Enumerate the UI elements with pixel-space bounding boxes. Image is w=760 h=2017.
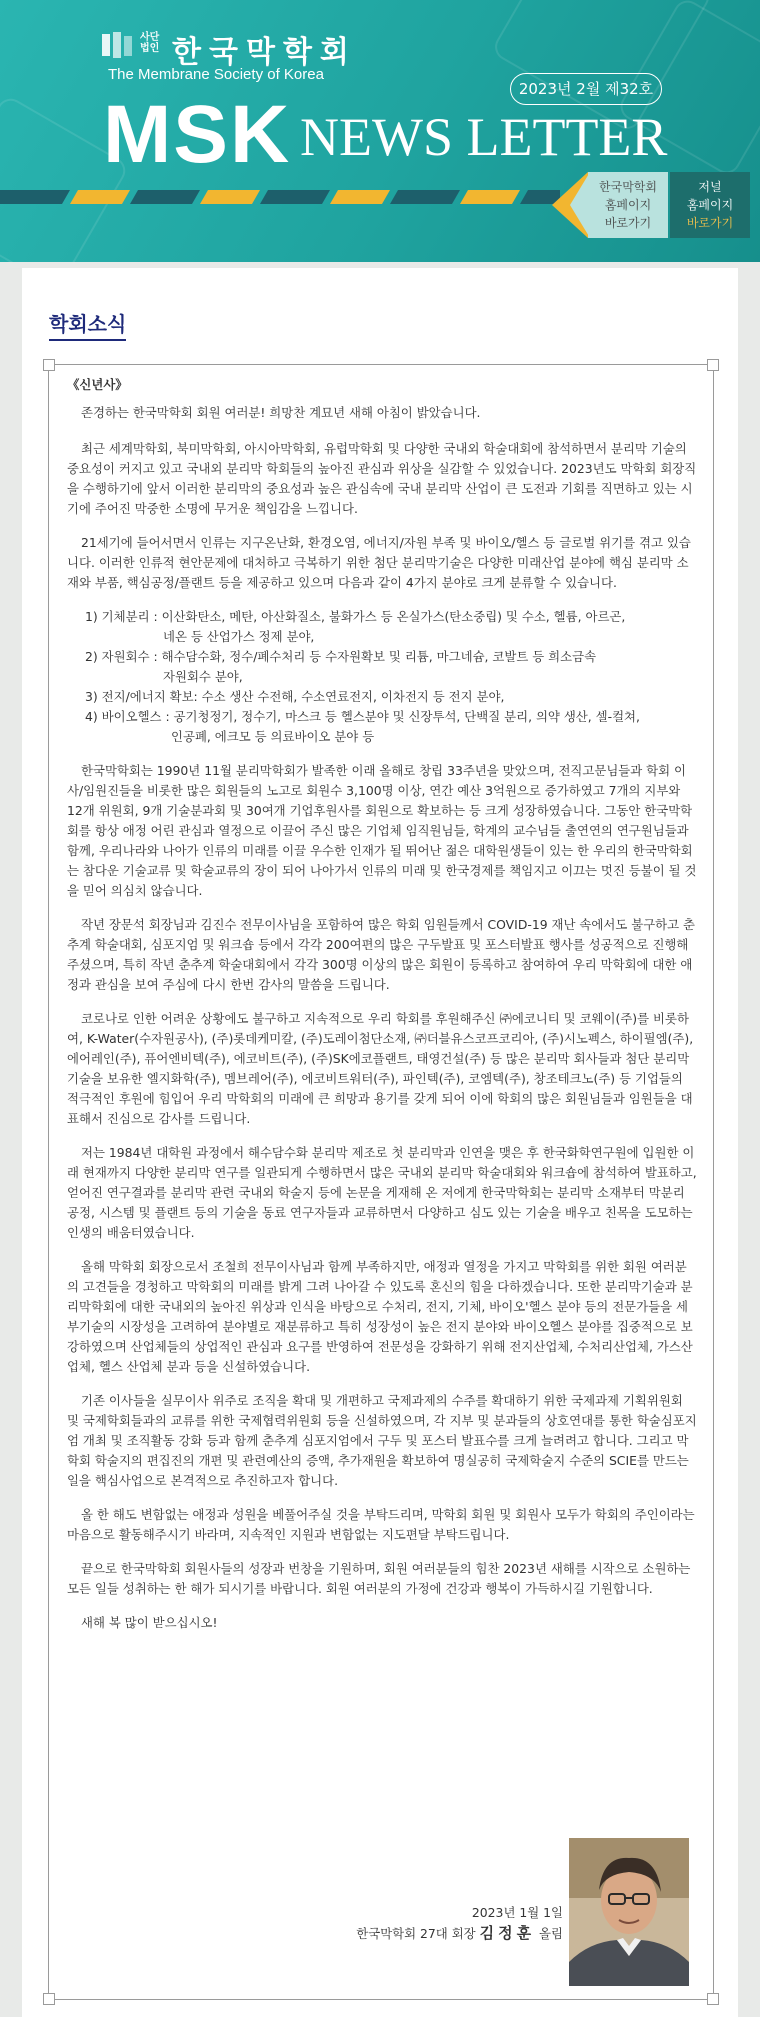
decorative-stripes [0, 190, 560, 204]
closing-line: 새해 복 많이 받으십시오! [81, 1615, 218, 1630]
frame-corner [707, 359, 719, 371]
signer-title: 한국막학회 27대 회장 [356, 1926, 476, 1941]
paragraph: 올 한 해도 변함없는 애정과 성원을 베풀어주실 것을 부탁드리며, 막학회 회원 및 회원사 모두가 학회의 주인이라는 마음으로 활동해주시기 바라며, 지속적인 지원과 변함없는 지도편달 부탁드립니다. [67, 1507, 695, 1542]
paragraph: 저는 1984년 대학원 과정에서 해수담수화 분리막 제조로 첫 분리막과 인연을 맺은 후 한국화학연구원에 입원한 이래 현재까지 다양한 분리막 연구를 일관되게 수행하면서 많은 국내외 분리막 학술대회와 워크숍에 참석하여 발표하고, 얻어진 연구결과를 분리막 관련 국내외 학술지 등에 논문을 게재해 온 저에게 한국막학회는 분리막 소재부터 막분리 공정, 시스템 및 플랜트 등의 기술을 동료 연구자들과 교류하면서 다양하고 심도 있는 기술을 배우고 친목을 도모하는 인생의 배움터였습니다. [67, 1145, 697, 1240]
list-item-continuation: 인공폐, 에크모 등 의료바이오 분야 등 [171, 729, 375, 744]
letter-heading: 《신년사》 [67, 377, 128, 392]
org-prefix: 사단 법인 [140, 32, 160, 54]
content-card [22, 268, 738, 2017]
signer-suffix: 올림 [539, 1926, 563, 1941]
frame-corner [707, 1993, 719, 2005]
society-homepage-link[interactable]: 한국막학회 홈페이지 바로가기 [588, 172, 668, 238]
newsletter-logo-sub: NEWS LETTER [300, 107, 668, 167]
greeting: 존경하는 한국막학회 회원 여러분! 희망찬 계묘년 새해 아침이 밝았습니다. [81, 405, 481, 420]
newsletter-header [0, 0, 760, 262]
letter-body [67, 375, 697, 1647]
field-list [85, 607, 697, 747]
letter-date: 2023년 1월 1일 [471, 1905, 563, 1920]
org-name-english: The Membrane Society of Korea [108, 66, 324, 83]
paragraph: 최근 세계막학회, 북미막학회, 아시아막학회, 유럽막학회 및 다양한 국내외 학술대회에 참석하면서 분리막 기술의 중요성이 커지고 있고 국내외 분리막 학회들의 높아진 관심과 위상을 실감할 수 있었습니다. 2023년도 막학회 회장직을 수행하기에 앞서 이러한 분리막의 중요성과 높은 관심속에 국내 분리막 산업이 큰 도전과 기회를 직면하고 있는 시기에 주어진 막중한 소명에 무거운 책임감을 느낍니다. [67, 441, 697, 516]
paragraph: 코로나로 인한 어려운 상황에도 불구하고 지속적으로 우리 학회를 후원해주신 ㈜에코니티 및 코웨이(주)를 비롯하여, K-Water(수자원공사), (주)롯데케미칼, (주)도레이첨단소재, ㈜더블유스코프코리아, (주)시노펙스, 하이필엠(주), 에어레인(주), 퓨어엔비텍(주), 에코비트(주), (주)SK에코플랜트, 태영건설(주) 등 많은 분리막 회사들과 첨단 분리막 기술을 보유한 엘지화학(주), 멤브레어(주), 에코비트워터(주), 파인텍(주), 코엠텍(주), 창조테크노(주) 등 기업들의 적극적인 후원에 힘입어 우리 막학회의 미래에 큰 희망과 용기를 갖게 되어 이에 학회의 많은 회원님들과 임원들을 대표해서 진심으로 감사를 드립니다. [67, 1011, 694, 1126]
nav-arrow-decoration [570, 172, 590, 238]
society-logo-icon [100, 30, 134, 64]
newsletter-logo-main: MSK [103, 89, 292, 180]
issue-badge: 2023년 2월 제32호 [510, 73, 662, 105]
paragraph: 기존 이사들을 실무이사 위주로 조직을 확대 및 개편하고 국제과제의 수주를 확대하기 위한 국제과제 기획위원회 및 국제학회들과의 교류를 위한 국제협력위원회 등을 신설하였으며, 각 지부 및 분과들의 상호연대를 통한 학술심포지엄 개최 및 조직활동 강화 등과 함께 춘추계 심포지엄에서 구두 및 포스터 발표수를 크게 늘려려고 합니다. 그리고 막학회 학술지의 편집진의 개편 및 관련예산의 증액, 추가재원을 확보하여 명실공히 국제학술지 수준의 SCIE를 만드는 일을 핵심사업으로 본격적으로 추진하고자 합니다. [67, 1393, 697, 1488]
paragraph: 21세기에 들어서면서 인류는 지구온난화, 환경오염, 에너지/자원 부족 및 바이오/헬스 등 글로벌 위기를 겪고 있습니다. 이러한 인류적 현안문제에 대처하고 극복하기 위한 첨단 분리막기술은 다양한 미래산업 분야에 핵심 분리막 소재와 부품, 핵심공정/플랜트 등을 제공하고 있으며 다음과 같이 4가지 분야로 크게 분류할 수 있습니다. [67, 535, 691, 590]
president-portrait [569, 1838, 689, 1986]
list-item: 2) 자원회수 : 해수담수화, 정수/폐수처리 등 수자원확보 및 리튬, 마그네슘, 코발트 등 희소금속 [85, 649, 597, 664]
frame-corner [43, 1993, 55, 2005]
journal-homepage-link[interactable]: 저널 홈페이지 바로가기 [670, 172, 750, 238]
paragraph: 한국막학회는 1990년 11월 분리막학회가 발족한 이래 올해로 창립 33주년을 맞았으며, 전직고문님들과 학회 이사/임원진들을 비롯한 많은 회원들의 노고로 회원수 3,100명 이상, 연간 예산 3억원으로 증가하였고 7개의 지부와 12개 위원회, 9개 기술분과회 및 30여개 기업후원사를 회원으로 확보하는 등 크게 성장하였습니다. 그동안 한국막학회를 항상 애정 어린 관심과 열정으로 이끌어 주신 많은 기업체 임직원님들, 학계의 교수님들 출연연의 연구원님들과 함께, 우리나라와 나아가 인류의 미래를 이끌 우수한 인재가 될 뛰어난 젊은 대학원생들이 있는 한 우리의 한국막학회는 참다운 기술교류 및 학술교류의 장이 되어 나아가서 인류의 미래 및 한국경제를 책임지고 이끄는 멋진 등불이 될 것을 믿어 의심치 않습니다. [67, 763, 697, 898]
paragraph: 끝으로 한국막학회 회원사들의 성장과 번창을 기원하며, 회원 여러분들의 힘찬 2023년 새해를 시작으로 소원하는 모든 일들 성취하는 한 해가 되시기를 바랍니다. 회원 여러분의 가정에 건강과 행복이 가득하시길 기원합니다. [67, 1561, 691, 1596]
signature-block [356, 1903, 563, 1944]
org-name: 한국막학회 [172, 35, 357, 70]
list-item: 4) 바이오헬스 : 공기청정기, 정수기, 마스크 등 헬스분야 및 신장투석, 단백질 분리, 의약 생산, 셀-컬쳐, [85, 709, 640, 724]
signer-line [356, 1923, 563, 1944]
paragraph: 작년 장문석 회장님과 김진수 전무이사님을 포함하여 많은 학회 임원들께서 COVID-19 재난 속에서도 불구하고 춘추계 학술대회, 심포지엄 및 워크숍 등에서 각각 200여편의 많은 구두발표 및 포스터발표 행사를 성공적으로 진행해 주셨으며, 특히 작년 춘추계 학술대회에서 각각 300명 이상의 많은 회원이 등록하고 참여하여 우리 막학회에 대한 애정과 관심을 보여 주심에 다시 한번 감사의 말씀을 드립니다. [67, 917, 696, 992]
list-item-continuation: 자원회수 분야, [163, 669, 243, 684]
list-item-continuation: 네온 등 산업가스 정제 분야, [163, 629, 315, 644]
frame-corner [43, 359, 55, 371]
paragraph: 올해 막학회 회장으로서 조철희 전무이사님과 함께 부족하지만, 애정과 열정을 가지고 막학회를 위한 회원 여러분의 고견들을 경청하고 막학회의 미래를 밝게 그려 나아갈 수 있도록 혼신의 힘을 다하겠습니다. 또한 분리막기술과 분리막학회에 대한 국내외의 높아진 위상과 인식을 바탕으로 수처리, 전지, 기체, 바이오'헬스 분야 등의 전문가들을 세부기술의 시장성을 고려하여 분야별로 재분류하고 특히 성장성이 높은 전지 분야와 바이오헬스 분야를 집중적으로 보강하였으며 산업체들의 상업적인 관심과 요구를 반영하여 전문성을 강화하기 위해 전지산업체, 수처리산업체, 가스산업체, 헬스 산업체 분과 등을 신설하였습니다. [67, 1259, 693, 1374]
letter-frame [48, 364, 714, 2000]
signer-name: 김정훈 [479, 1924, 536, 1942]
list-item: 3) 전지/에너지 확보: 수소 생산 수전해, 수소연료전지, 이차전지 등 전지 분야, [85, 689, 505, 704]
section-title: 학회소식 [49, 308, 126, 341]
list-item: 1) 기체분리 : 이산화탄소, 메탄, 아산화질소, 불화가스 등 온실가스(탄소중립) 및 수소, 헬륨, 아르곤, [85, 609, 626, 624]
